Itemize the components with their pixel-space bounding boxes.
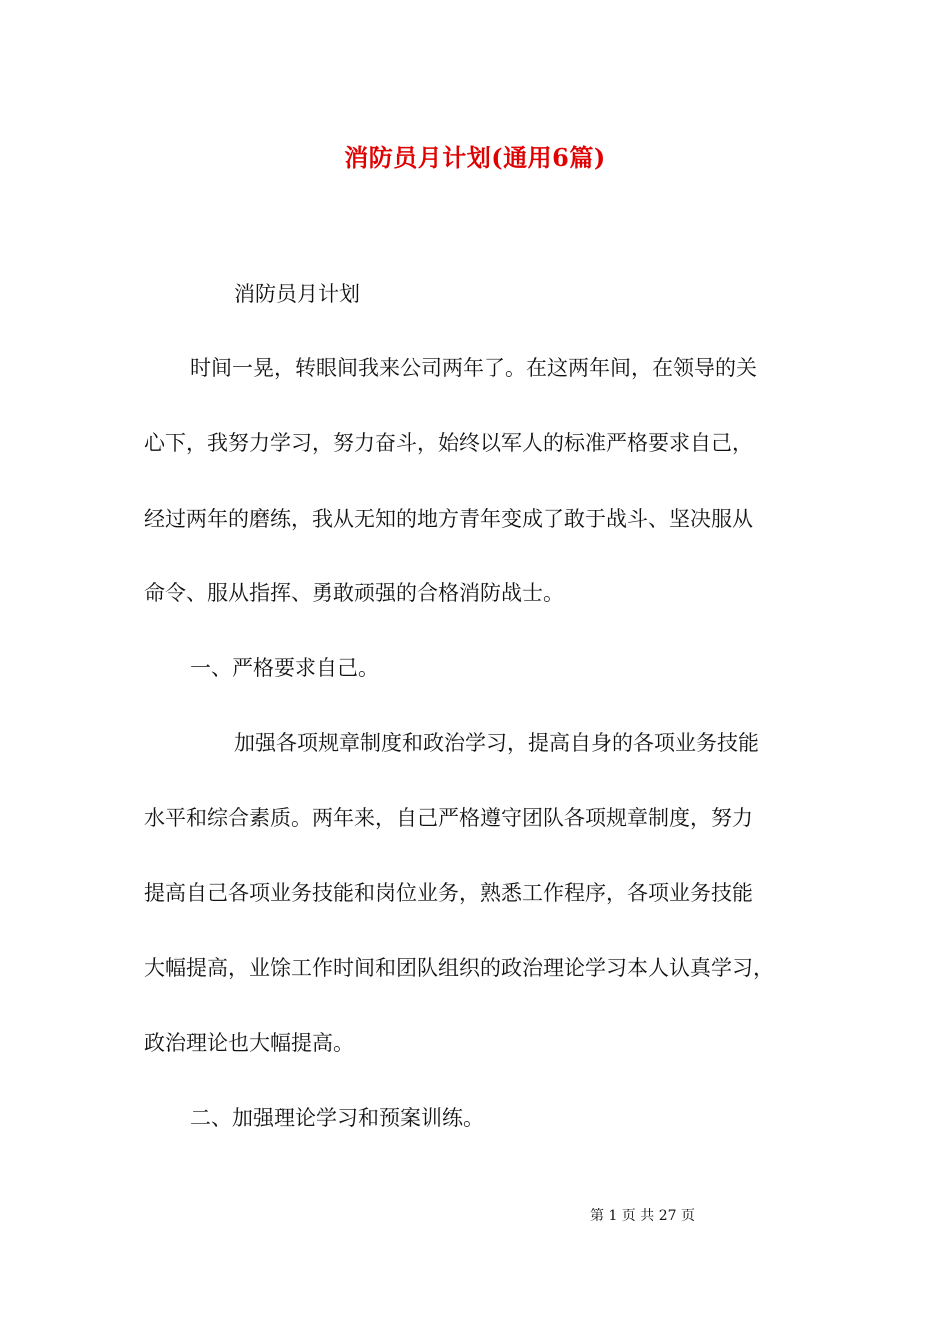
paragraph-line: 政治理论也大幅提高。 bbox=[144, 1031, 354, 1055]
paragraph-line: 时间一晃，转眼间我来公司两年了。在这两年间，在领导的关 bbox=[190, 356, 757, 380]
paragraph-line: 心下，我努力学习，努力奋斗，始终以军人的标准严格要求自己， bbox=[144, 431, 753, 455]
paragraph-line: 提高自己各项业务技能和岗位业务，熟悉工作程序，各项业务技能 bbox=[144, 881, 753, 905]
document-title: 消防员月计划(通用6篇) bbox=[344, 143, 606, 172]
section-heading: 二、加强理论学习和预案训练。 bbox=[190, 1106, 484, 1130]
page-footer: 第 1 页 共 27 页 bbox=[590, 1208, 695, 1224]
paragraph-line: 经过两年的磨练，我从无知的地方青年变成了敢于战斗、坚决服从 bbox=[144, 507, 753, 531]
section-heading: 一、严格要求自己。 bbox=[190, 656, 379, 680]
subtitle-line: 消防员月计划 bbox=[234, 282, 360, 306]
paragraph-line: 大幅提高，业馀工作时间和团队组织的政治理论学习本人认真学习， bbox=[144, 956, 774, 980]
paragraph-line: 水平和综合素质。两年来，自己严格遵守团队各项规章制度，努力 bbox=[144, 806, 753, 830]
paragraph-line: 加强各项规章制度和政治学习，提高自身的各项业务技能 bbox=[234, 731, 759, 755]
paragraph-line: 命令、服从指挥、勇敢顽强的合格消防战士。 bbox=[144, 581, 564, 605]
